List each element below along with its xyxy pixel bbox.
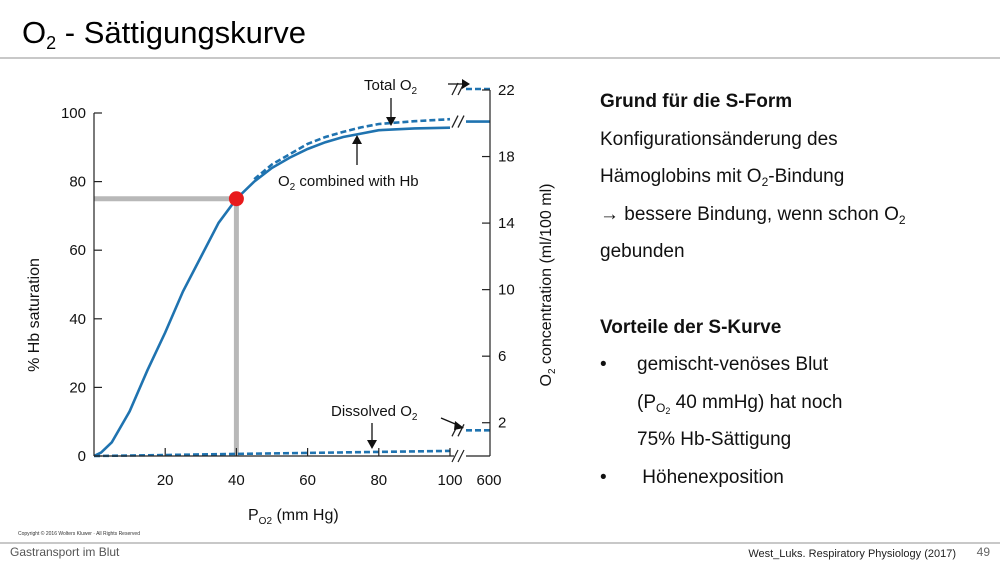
guide-lines [94, 199, 236, 456]
x-tick-label: 60 [299, 472, 316, 489]
heading-s-shape: Grund für die S-Form [600, 91, 793, 112]
slide-title: $O_2$ - Sättigungskurve [22, 15, 306, 53]
y-right-tick-label: 22 [498, 82, 515, 99]
title-divider [0, 57, 1000, 59]
x-tick-label: 20 [156, 472, 174, 489]
y-axis-right-title: $O_2$ concentration (ml/100 ml) [538, 183, 558, 387]
y-right-tick-label: 14 [498, 215, 515, 233]
heading-advantages: Vorteile der S-Kurve [600, 316, 782, 338]
note-line: Konfigurationsänderung des [600, 128, 838, 150]
note-line: → bessere Bindung, wenn schon $O_2$ [600, 203, 906, 227]
page-number: 49 [976, 545, 990, 559]
annotation-arrowhead [462, 79, 470, 89]
highlight-point [229, 191, 244, 206]
x-tick-label: 40 [228, 472, 245, 489]
y-left-tick-label: 80 [69, 173, 86, 191]
bullet-item: • gemischt-venöses Blut [600, 352, 995, 390]
bullet-continuation: 75% Hb-Sättigung [637, 429, 792, 450]
footer-divider [0, 542, 1000, 544]
x-axis-title: $P_{O2}$ (mm Hg) [248, 507, 339, 527]
y-axis-left-title: % Hb saturation [26, 258, 43, 372]
y-right-tick-label: 2 [498, 414, 507, 432]
y-left-tick-label: 60 [69, 242, 86, 260]
x-tick-label: 100 [437, 472, 463, 489]
axis-break-mark [452, 116, 464, 128]
y-right-tick-label: 18 [498, 148, 515, 166]
label-layer [26, 77, 558, 527]
footer-section-label: Gastransport im Blut [10, 545, 120, 559]
annotation-dissolved-o2: Dissolved $O_2$ [331, 403, 418, 423]
bullet-icon: • [600, 466, 607, 488]
bullet-continuation: ($P_{O2}$ 40 mmHg) hat noch [637, 391, 843, 416]
bullet-item: • Höhenexposition [600, 465, 995, 503]
y-left-tick-label: 100 [60, 105, 86, 122]
annotation-total-o2: Total $O_2$ [364, 77, 418, 97]
y-right-tick-label: 6 [498, 348, 507, 366]
annotation-hb-combined: $O_2$ combined with Hb [278, 173, 419, 193]
y-right-tick-label: 10 [498, 281, 515, 299]
axis-layer [94, 90, 490, 462]
annotation-arrowhead [367, 440, 377, 449]
footer-citation: West_Luks. Respiratory Physiology (2017) [748, 548, 956, 560]
y-left-tick-label: 40 [69, 310, 86, 328]
note-line: gebunden [600, 241, 685, 262]
oxygen-dissociation-chart [0, 60, 590, 530]
curve-layer [94, 83, 490, 456]
y-left-tick-label: 0 [77, 448, 86, 465]
copyright-notice: Copyright © 2016 Wolters Kluwer · All Rights Reserved [18, 531, 140, 537]
note-line: Hämoglobins mit $O_2$-Bindung [600, 166, 845, 189]
y-left-tick-label: 20 [69, 379, 86, 397]
curve-dissolved-o2 [94, 451, 450, 456]
x-break-tick-label: 600 [476, 472, 502, 489]
x-tick-label: 80 [370, 472, 388, 489]
bullet-icon: • [600, 354, 607, 375]
explanation-panel [600, 89, 995, 502]
